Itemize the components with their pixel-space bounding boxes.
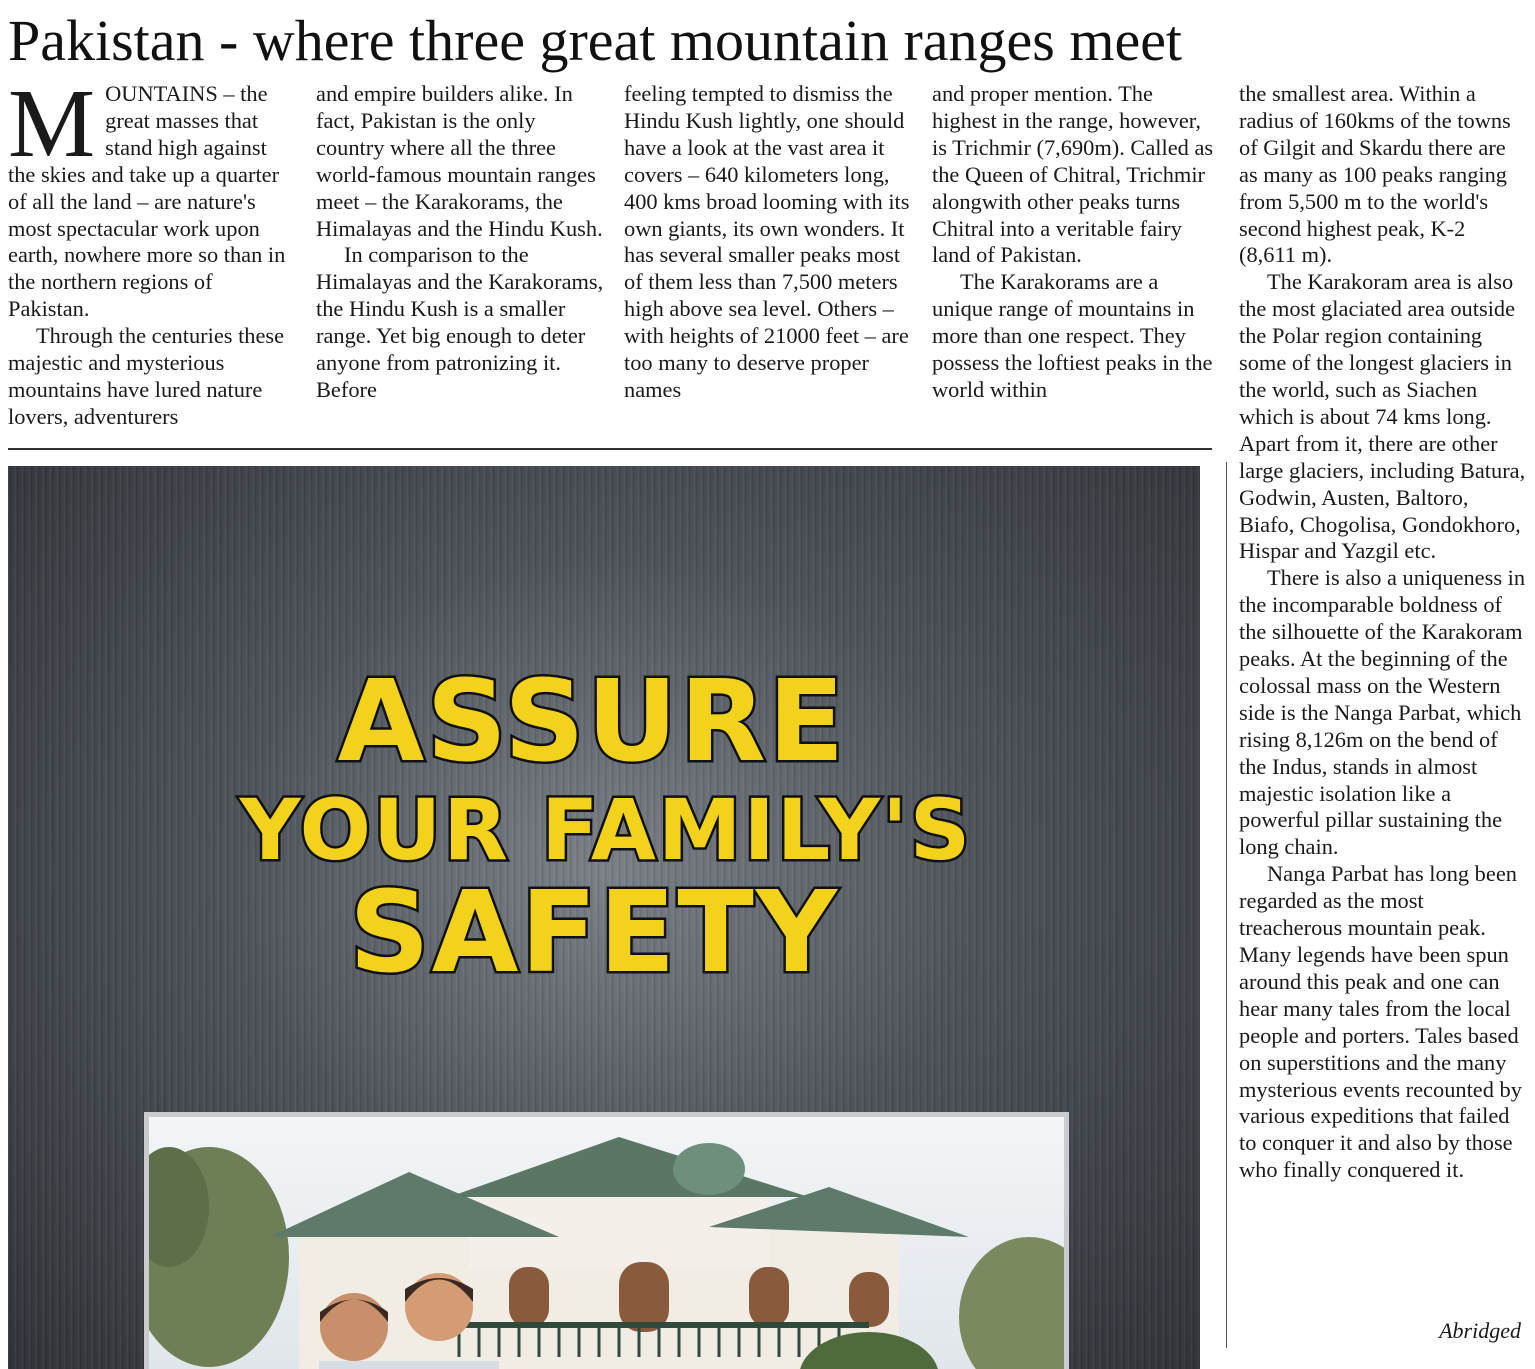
paragraph: and empire builders alike. In fact, Pakistan is the only country where all the three world-famous mountain ranges meet – the Karakorams, the Himalayas and the Hindu Kush. <box>316 81 603 241</box>
paragraph: feeling tempted to dismiss the Hindu Kush lightly, one should have a look at the vast area it covers – 640 kilometers long, 400 kms broad looming with its own giants, its own wonders. It has several smaller peaks most of them less than 7,500 meters high above sea level. Others – with heights of 21000 feet – are too many to deserve proper names <box>624 81 910 402</box>
article-column-3 <box>624 81 914 404</box>
house-illustration <box>149 1117 1064 1369</box>
paragraph: Through the centuries these majestic and mysterious mountains have lured nature lovers, adventurers <box>8 323 285 429</box>
article-column-1 <box>8 70 294 431</box>
advertisement <box>8 466 1200 1369</box>
paragraph: Nanga Parbat has long been regarded as the most treacherous mountain peak. Many legends have been spun around this peak and one can hear many tales from the local people and porters. Tales based on superstitions and the many mysterious events recounted by various expeditions that failed to conquer it and also by those who finally conquered it. <box>1239 861 1522 1183</box>
paragraph: In comparison to the Himalayas and the Karakorams, the Hindu Kush is a smaller range. Yet big enough to deter anyone from patronizing it. Before <box>316 242 604 402</box>
drop-cap: M <box>8 70 96 178</box>
paragraph: There is also a uniqueness in the incomparable boldness of the silhouette of the Karakoram peaks. At the beginning of the colossal mass on the Western side is the Nanga Parbat, which rising 8,126m on the bend of the Indus, stands in almost majestic isolation like a powerful pillar sustaining the long chain. <box>1239 565 1526 860</box>
paragraph: The Karakorams are a unique range of mountains in more than one respect. They possess the loftiest peaks in the world within <box>932 269 1213 402</box>
vertical-divider <box>1226 462 1227 1348</box>
paragraph: OUNTAINS – the great masses that stand high against the skies and take up a quarter of all the land – are nature's most spectacular work upon earth, nowhere more so than in the northern regions of Pakistan. <box>8 81 286 322</box>
abridged-credit: Abridged <box>1439 1318 1521 1343</box>
headline: Pakistan - where three great mountain ranges meet <box>8 8 1183 73</box>
paragraph: the smallest area. Within a radius of 160kms of the towns of Gilgit and Skardu there are as many as 100 peaks ranging from 5,500 m to the world's second highest peak, K-2 (8,611 m). <box>1239 81 1511 268</box>
article-column-5 <box>1239 81 1527 1184</box>
article-column-2 <box>316 81 604 404</box>
paragraph: and proper mention. The highest in the range, however, is Trichmir (7,690m). Called as the Queen of Chitral, Trichmir alongwith other peaks turns Chitral into a veritable fairy land of Pakistan. <box>932 81 1214 268</box>
ad-headline-line-1: ASSURE <box>337 657 847 787</box>
horizontal-divider <box>8 448 1212 450</box>
article-column-4 <box>932 81 1216 404</box>
house-family-photo <box>144 1112 1069 1369</box>
paragraph: The Karakoram area is also the most glaciated area outside the Polar region containing some of the longest glaciers in the world, such as Siachen which is about 74 kms long. Apart from it, there are other large glaciers, including Batura, Godwin, Austen, Baltoro, Biafo, Chogolisa, Gondokhoro, Hispar and Yazgil etc. <box>1239 269 1526 564</box>
ad-headline-line-2: YOUR FAMILY'S <box>239 781 973 879</box>
ad-headline-line-3: SAFETY <box>349 868 839 998</box>
